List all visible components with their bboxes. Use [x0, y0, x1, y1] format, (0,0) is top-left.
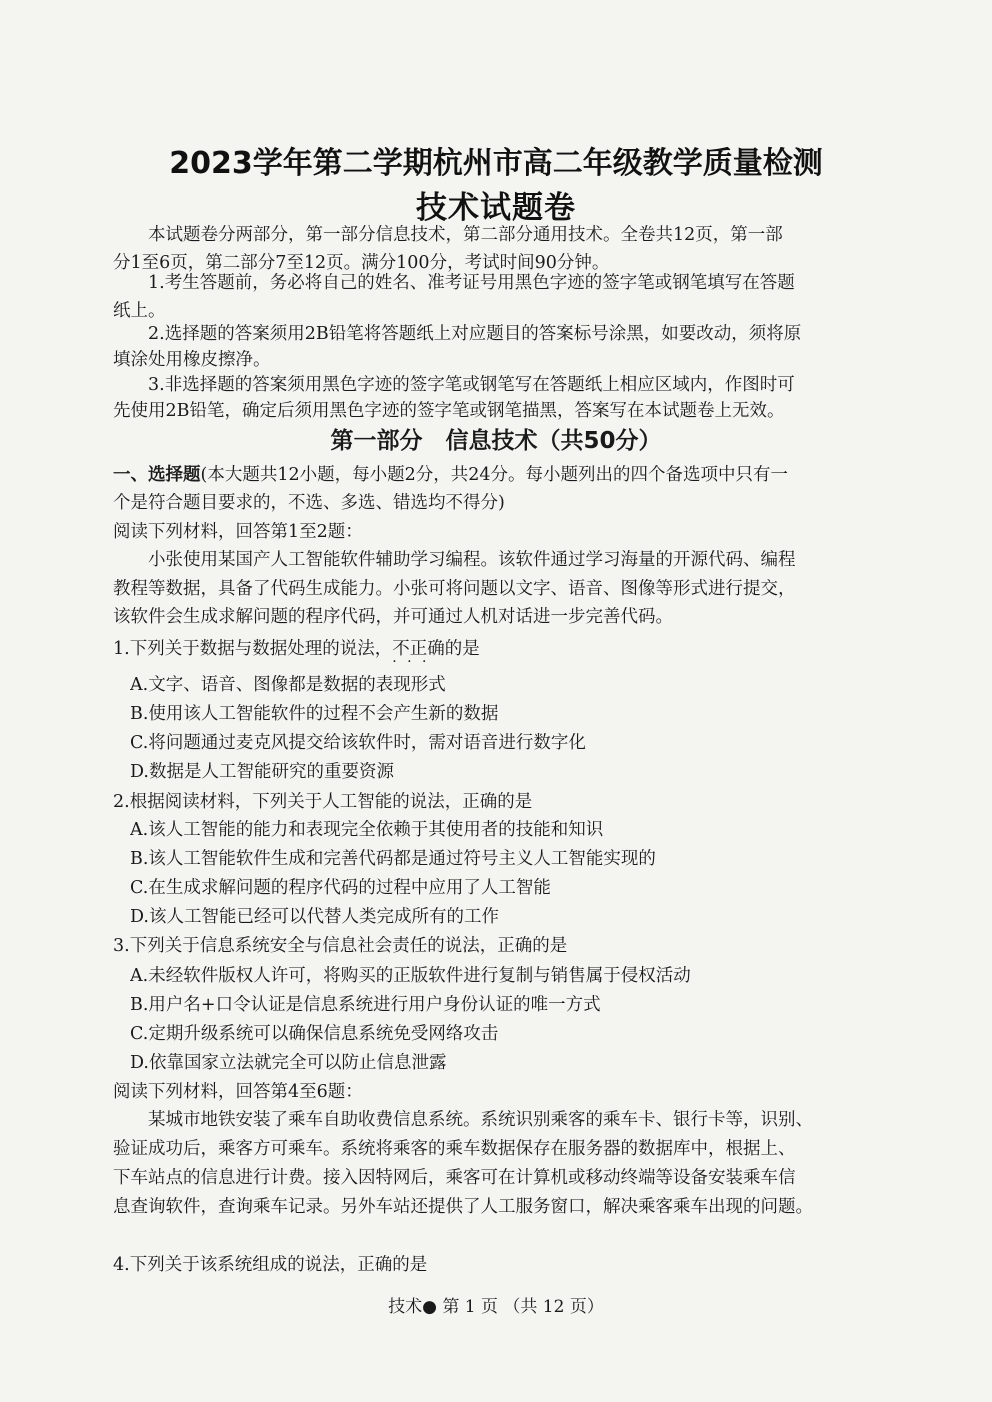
q2-option: D.该人工智能已经可以代替人类完成所有的工作: [130, 907, 499, 927]
material-line: 验证成功后，乘客方可乘车。系统将乘客的乘车数据保存在服务器的数据库中，根据上、: [113, 1139, 796, 1159]
intro-line: 本试题卷分两部分，第一部分信息技术，第二部分通用技术。全卷共12页，第一部: [148, 225, 783, 245]
page-footer: 技术● 第 1 页 （共 12 页）: [388, 1297, 604, 1317]
intro-line: 纸上。: [113, 301, 166, 321]
exam-title: 2023学年第二学期杭州市高二年级教学质量检测: [169, 146, 823, 181]
question-4-stem: 4.下列关于该系统组成的说法，正确的是: [113, 1255, 428, 1275]
question-3-stem: 3.下列关于信息系统安全与信息社会责任的说法，正确的是: [113, 936, 568, 956]
q1-option: A.文字、语音、图像都是数据的表现形式: [130, 675, 446, 695]
intro-line: 填涂处用橡皮擦净。: [113, 350, 271, 370]
q2-option: C.在生成求解问题的程序代码的过程中应用了人工智能: [130, 878, 551, 898]
intro-line: 3.非选择题的答案须用黑色字迹的签字笔或钢笔写在答题纸上相应区域内，作图时可: [148, 375, 795, 395]
question-1-stem: [113, 635, 883, 664]
q1-stem-pre: 1.下列关于数据与数据处理的说法，: [113, 639, 393, 659]
q1-stem-post: 的是: [444, 639, 480, 659]
q3-option: B.用户名+口令认证是信息系统进行用户身份认证的唯一方式: [130, 995, 601, 1015]
part-heading-desc: (本大题共12小题，每小题2分，共24分。每小题列出的四个备选项中只有一: [200, 465, 788, 485]
exam-subtitle: 技术试题卷: [416, 190, 576, 226]
q3-option: D.依靠国家立法就完全可以防止信息泄露: [130, 1053, 447, 1073]
material-line: 下车站点的信息进行计费。接入因特网后，乘客可在计算机或移动终端等设备安装乘车信: [113, 1168, 796, 1188]
part-heading-line2: 个是符合题目要求的，不选、多选、错选均不得分): [113, 493, 505, 513]
material-lead: 阅读下列材料，回答第4至6题：: [113, 1082, 363, 1102]
intro-line: 2.选择题的答案须用2B铅笔将答题纸上对应题目的答案标号涂黑，如要改动，须将原: [148, 324, 802, 344]
q3-option: A.未经软件版权人许可，将购买的正版软件进行复制与销售属于侵权活动: [130, 966, 691, 986]
part-heading: [113, 461, 883, 490]
material-line: 教程等数据，具备了代码生成能力。小张可将问题以文字、语音、图像等形式进行提交，: [113, 579, 796, 599]
material-lead: 阅读下列材料，回答第1至2题：: [113, 522, 363, 542]
material-line: 该软件会生成求解问题的程序代码，并可通过人机对话进一步完善代码。: [113, 607, 673, 627]
q1-stem-emphasis: 不正确 · · ·: [392, 639, 445, 659]
q2-option: A.该人工智能的能力和表现完全依赖于其使用者的技能和知识: [130, 820, 604, 840]
intro-line: 1.考生答题前，务必将自己的姓名、准考证号用黑色字迹的签字笔或钢笔填写在答题: [148, 273, 795, 293]
material-line: 某城市地铁安装了乘车自助收费信息系统。系统识别乘客的乘车卡、银行卡等，识别、: [148, 1110, 813, 1130]
intro-line: 分1至6页，第二部分7至12页。满分100分，考试时间90分钟。: [113, 253, 610, 273]
intro-line: 先使用2B铅笔，确定后须用黑色字迹的签字笔或钢笔描黑，答案写在本试题卷上无效。: [113, 401, 785, 421]
part-heading-label: 一、选择题: [113, 465, 201, 485]
q2-option: B.该人工智能软件生成和完善代码都是通过符号主义人工智能实现的: [130, 849, 656, 869]
q1-option: B.使用该人工智能软件的过程不会产生新的数据: [130, 704, 499, 724]
q1-option: D.数据是人工智能研究的重要资源: [130, 762, 394, 782]
material-line: 小张使用某国产人工智能软件辅助学习编程。该软件通过学习海量的开源代码、编程: [148, 550, 796, 570]
material-line: 息查询软件，查询乘车记录。另外车站还提供了人工服务窗口，解决乘客乘车出现的问题。: [113, 1197, 813, 1217]
question-2-stem: 2.根据阅读材料，下列关于人工智能的说法，正确的是: [113, 792, 533, 812]
q3-option: C.定期升级系统可以确保信息系统免受网络攻击: [130, 1024, 499, 1044]
section-heading: 第一部分 信息技术（共50分）: [330, 428, 662, 454]
q1-option: C.将问题通过麦克风提交给该软件时，需对语音进行数字化: [130, 733, 586, 753]
